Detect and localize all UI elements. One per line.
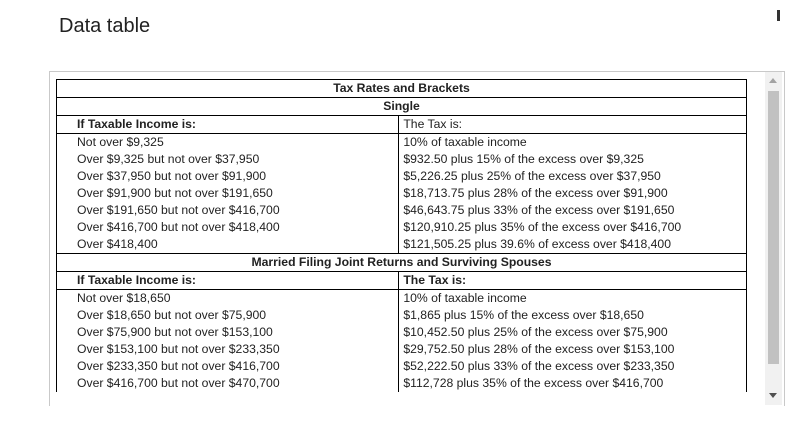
tax-cell: $29,752.50 plus 28% of the excess over $153,100	[399, 341, 747, 358]
tax-cell: $121,505.25 plus 39.6% of excess over $418,400	[399, 236, 747, 254]
income-cell: Over $9,325 but not over $37,950	[57, 151, 399, 168]
table-row	[57, 236, 747, 254]
table-wrapper	[56, 79, 747, 392]
table-title: Tax Rates and Brackets	[57, 80, 747, 98]
column-header-tax: The Tax is:	[399, 116, 747, 134]
scroll-up-arrow-icon[interactable]	[769, 78, 777, 83]
table-row	[57, 307, 747, 324]
income-cell: Over $191,650 but not over $416,700	[57, 202, 399, 219]
income-cell: Over $233,350 but not over $416,700	[57, 358, 399, 375]
tax-cell: $18,713.75 plus 28% of the excess over $91,900	[399, 185, 747, 202]
column-header-tax: The Tax is:	[399, 272, 747, 290]
income-cell: Over $416,700 but not over $470,700	[57, 375, 399, 392]
tax-cell: 10% of taxable income	[399, 134, 747, 152]
income-cell: Over $91,900 but not over $191,650	[57, 185, 399, 202]
tax-cell: $5,226.25 plus 25% of the excess over $37,950	[399, 168, 747, 185]
column-header-income: If Taxable Income is:	[57, 116, 399, 134]
table-row	[57, 324, 747, 341]
column-header-income: If Taxable Income is:	[57, 272, 399, 290]
tax-cell: $46,643.75 plus 33% of the excess over $191,650	[399, 202, 747, 219]
table-row	[57, 151, 747, 168]
income-cell: Not over $18,650	[57, 290, 399, 308]
income-cell: Over $37,950 but not over $91,900	[57, 168, 399, 185]
tax-cell: 10% of taxable income	[399, 290, 747, 308]
table-row	[57, 375, 747, 392]
income-cell: Over $153,100 but not over $233,350	[57, 341, 399, 358]
scroll-down-arrow-icon[interactable]	[769, 393, 777, 398]
table-row	[57, 219, 747, 236]
vertical-scrollbar[interactable]	[765, 72, 782, 405]
income-cell: Not over $9,325	[57, 134, 399, 152]
table-row	[57, 341, 747, 358]
tax-cell: $10,452.50 plus 25% of the excess over $75,900	[399, 324, 747, 341]
table-viewport[interactable]	[49, 71, 785, 406]
tax-cell: $112,728 plus 35% of the excess over $416,700	[399, 375, 747, 392]
table-row	[57, 185, 747, 202]
table-row	[57, 202, 747, 219]
table-row	[57, 168, 747, 185]
table-row	[57, 134, 747, 152]
page-title: Data table	[59, 15, 151, 37]
section-heading-married: Married Filing Joint Returns and Surviving Spouses	[57, 254, 747, 272]
income-cell: Over $418,400	[57, 236, 399, 254]
scroll-thumb[interactable]	[768, 91, 779, 364]
tax-cell: $52,222.50 plus 33% of the excess over $233,350	[399, 358, 747, 375]
tax-table	[56, 79, 747, 392]
more-icon[interactable]	[777, 10, 780, 21]
table-row	[57, 290, 747, 308]
tax-cell: $120,910.25 plus 35% of the excess over $416,700	[399, 219, 747, 236]
income-cell: Over $416,700 but not over $418,400	[57, 219, 399, 236]
tax-cell: $932.50 plus 15% of the excess over $9,325	[399, 151, 747, 168]
income-cell: Over $18,650 but not over $75,900	[57, 307, 399, 324]
tax-cell: $1,865 plus 15% of the excess over $18,650	[399, 307, 747, 324]
table-row	[57, 358, 747, 375]
section-heading-single: Single	[57, 98, 747, 116]
income-cell: Over $75,900 but not over $153,100	[57, 324, 399, 341]
